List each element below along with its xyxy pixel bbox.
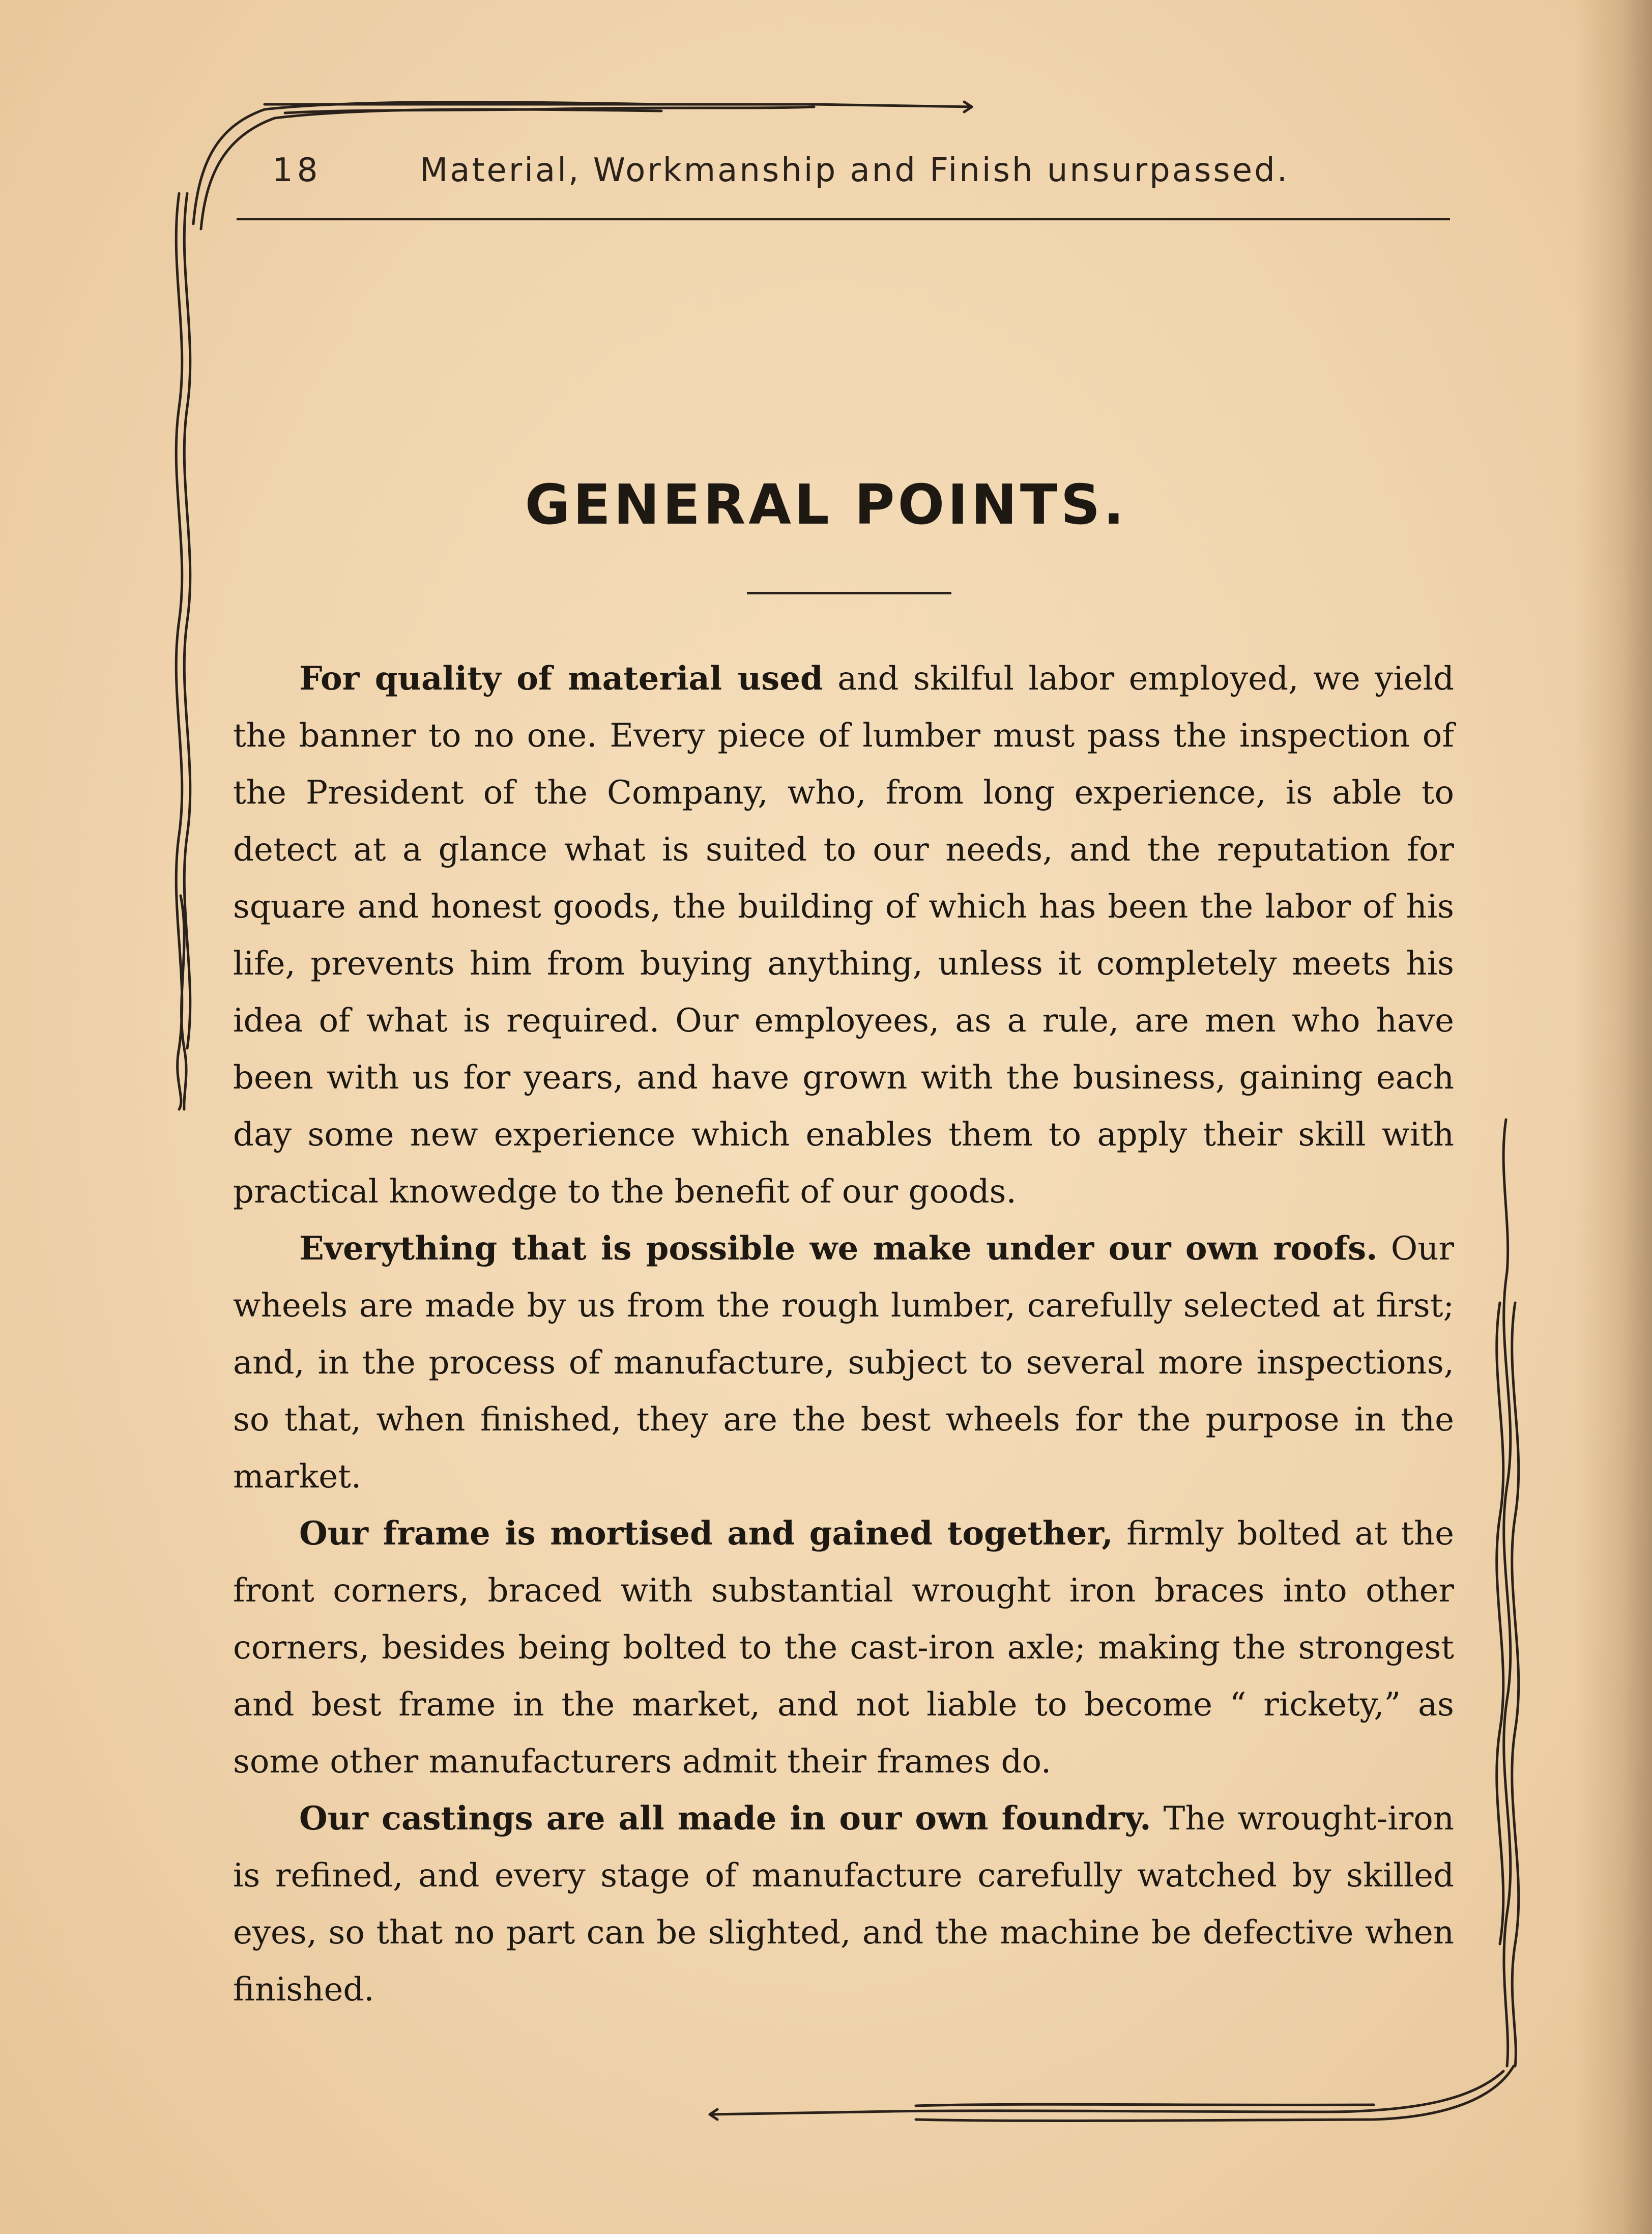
- paragraph-lead: For quality of material used: [299, 660, 823, 698]
- paragraph-lead: Our frame is mortised and gained together,: [299, 1514, 1113, 1553]
- paragraph-quality: [233, 650, 1454, 1220]
- page-title: GENERAL POINTS.: [525, 473, 1127, 537]
- paragraph-own-roofs: [233, 1220, 1454, 1505]
- bottom-right-flourish: [710, 2066, 1514, 2121]
- paragraph-body: The wrought-iron is refined, and every stage of manufacture carefully watched by skilled eyes, so that no part can be slighted, and the machine be defective when finished.: [233, 1800, 1455, 2009]
- paragraph-body: and skilful labor employed, we yield the banner to no one. Every piece of lumber must pass the inspection of the President of the Company, who, from long experience, is able to detect at a glance what is suited to our needs, and the reputation for square and honest goods, the building of which has been the labor of his life, prevents him from buying anything, unless it completely meets his idea of what is required. Our employees, as a rule, are men who have been with us for years, and have grown with the business, gaining each day some new experience which enables them to apply their skill with practical knowedge to the benefit of our goods.: [233, 660, 1455, 1211]
- page-header: [272, 152, 1453, 197]
- running-head: Material, Workmanship and Finish unsurpassed.: [420, 152, 1290, 189]
- title-rule: [747, 592, 951, 594]
- paragraph-body: Our wheels are made by us from the rough lumber, carefully selected at first; and, in the process of manufacture, subject to several more inspections, so that, when finished, they are the best wheels for the purpose in the market.: [233, 1230, 1454, 1496]
- right-wavy-border: [1497, 1120, 1519, 2066]
- page-number: 18: [272, 152, 322, 189]
- header-rule: [237, 218, 1450, 220]
- paragraph-castings: [233, 1790, 1454, 2018]
- paragraph-frame: [233, 1505, 1454, 1790]
- body-text: [233, 650, 1454, 2018]
- paragraph-lead: Everything that is possible we make under our own roofs.: [299, 1229, 1378, 1268]
- paragraph-lead: Our castings are all made in our own foundry.: [299, 1799, 1151, 1838]
- paragraph-body: firmly bolted at the front corners, braced with substantial wrought iron braces into other corners, besides being bolted to the cast-iron axle; making the strongest and best frame in the market, and not liable to become “ rickety,” as some other manufacturers admit their frames do.: [233, 1515, 1454, 1781]
- left-wavy-border: [176, 193, 190, 1109]
